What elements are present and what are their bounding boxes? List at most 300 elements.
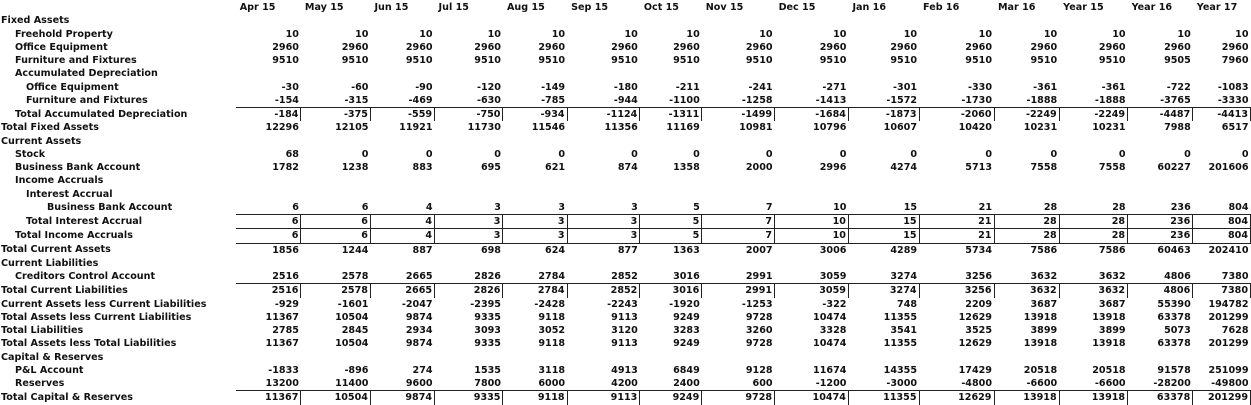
value-cell: 9874 xyxy=(405,338,433,350)
value-cell xyxy=(567,135,640,148)
value-cell: 4806 xyxy=(1128,284,1193,298)
value-cell: 10 xyxy=(833,201,847,213)
value-cell: 7 xyxy=(765,201,773,213)
value-cell: 63378 xyxy=(1157,338,1191,350)
value-cell: 10474 xyxy=(813,311,847,323)
value-cell xyxy=(301,188,371,201)
value-cell: 804 xyxy=(1228,201,1249,213)
value-cell xyxy=(1128,351,1193,364)
column-header: Dec 15 xyxy=(778,2,816,13)
value-cell: 13918 xyxy=(1092,338,1126,350)
value-cell: 6849 xyxy=(673,364,700,376)
value-cell: 12629 xyxy=(919,391,994,405)
value-cell: 0 xyxy=(631,148,638,160)
value-cell: 4806 xyxy=(1164,271,1191,282)
value-cell: 10231 xyxy=(1023,122,1058,134)
value-cell xyxy=(435,188,503,201)
value-cell: 748 xyxy=(897,298,918,310)
value-cell: 2007 xyxy=(702,243,775,257)
value-cell: 9510 xyxy=(474,55,501,66)
value-cell: 12105 xyxy=(335,122,369,134)
value-cell: 2578 xyxy=(341,271,369,282)
value-cell: 236 xyxy=(1170,201,1191,213)
value-cell xyxy=(994,351,1059,364)
value-cell: -4487 xyxy=(1128,108,1193,122)
table-row xyxy=(0,324,1251,337)
column-header: Year 17 xyxy=(1196,2,1238,13)
value-cell: 0 xyxy=(1184,148,1191,160)
value-cell: -3765 xyxy=(1160,94,1191,106)
value-cell: -49800 xyxy=(1211,378,1249,389)
table-row xyxy=(0,28,1251,41)
value-cell: 9510 xyxy=(819,55,847,66)
table-row xyxy=(0,364,1251,377)
value-cell: 3006 xyxy=(775,243,849,257)
row-label: Current Assets xyxy=(1,135,82,147)
value-cell xyxy=(848,174,919,187)
value-cell: 2991 xyxy=(745,271,773,282)
row-label: Income Accruals xyxy=(15,175,104,187)
value-cell: 2852 xyxy=(611,271,638,282)
value-cell xyxy=(301,67,371,80)
value-cell: 201299 xyxy=(1208,311,1249,323)
value-cell xyxy=(567,257,640,270)
value-cell: 0 xyxy=(1118,148,1126,160)
row-label: Reserves xyxy=(15,378,65,390)
value-cell: 28 xyxy=(1059,215,1127,229)
value-cell: 804 xyxy=(1193,229,1251,243)
value-cell: 7558 xyxy=(1098,162,1126,173)
value-cell: 2991 xyxy=(702,284,775,298)
value-cell: 10 xyxy=(686,28,700,40)
value-cell xyxy=(1059,135,1127,148)
value-cell: 9335 xyxy=(435,391,503,405)
value-cell xyxy=(848,351,919,364)
value-cell: 10 xyxy=(1043,28,1058,40)
value-cell: 7380 xyxy=(1221,271,1249,282)
value-cell: 7586 xyxy=(994,243,1059,257)
value-cell: 10 xyxy=(551,28,566,40)
table-row xyxy=(0,41,1251,54)
value-cell xyxy=(1128,257,1193,270)
row-label: Current Assets less Current Liabilities xyxy=(1,298,207,310)
value-cell: 10 xyxy=(978,28,992,40)
value-cell: -896 xyxy=(344,364,369,376)
value-cell: 6 xyxy=(361,201,369,213)
row-label: Furniture and Fixtures xyxy=(15,55,137,66)
value-cell: 2960 xyxy=(405,41,433,53)
value-cell xyxy=(640,257,702,270)
value-cell: 5 xyxy=(640,229,702,243)
value-cell: 9249 xyxy=(673,338,700,350)
value-cell: -630 xyxy=(476,94,501,106)
column-header: Jul 15 xyxy=(438,2,469,13)
value-cell xyxy=(1193,135,1251,148)
value-cell: 6 xyxy=(301,229,371,243)
value-cell: 9510 xyxy=(965,55,992,66)
value-cell: 11367 xyxy=(265,338,299,350)
value-cell xyxy=(775,14,849,27)
value-cell: 10607 xyxy=(883,122,918,134)
value-cell xyxy=(775,135,849,148)
value-cell: 600 xyxy=(752,378,773,389)
value-cell xyxy=(370,135,434,148)
value-cell xyxy=(1193,14,1251,27)
value-cell: 251099 xyxy=(1208,364,1249,376)
value-cell: -1413 xyxy=(815,94,847,106)
value-cell: 9510 xyxy=(341,55,369,66)
value-cell xyxy=(370,14,434,27)
value-cell xyxy=(236,174,301,187)
value-cell xyxy=(994,188,1059,201)
column-header: Oct 15 xyxy=(643,2,679,13)
value-cell: 2960 xyxy=(611,41,638,53)
value-cell: -361 xyxy=(1101,81,1126,93)
value-cell: 2960 xyxy=(673,41,700,53)
table-row xyxy=(0,135,1251,148)
value-cell: 2960 xyxy=(1030,41,1058,53)
value-cell: 3283 xyxy=(673,325,700,336)
value-cell: -271 xyxy=(822,81,847,93)
value-cell: 10 xyxy=(285,28,299,40)
row-label: Business Bank Account xyxy=(15,162,141,173)
row-label: Interest Accrual xyxy=(26,188,113,200)
value-cell xyxy=(236,188,301,201)
value-cell: 91578 xyxy=(1157,364,1191,376)
value-cell: 3 xyxy=(503,215,567,229)
value-cell: -2060 xyxy=(919,108,994,122)
value-cell: 1238 xyxy=(341,162,369,173)
value-cell: 15 xyxy=(848,229,919,243)
row-label: Current Liabilities xyxy=(1,257,99,269)
value-cell: 3059 xyxy=(775,284,849,298)
value-cell xyxy=(1193,67,1251,80)
value-cell: 13200 xyxy=(265,378,299,389)
value-cell: -1311 xyxy=(640,108,702,122)
value-cell: 2960 xyxy=(272,41,299,53)
table-row xyxy=(0,284,1251,298)
value-cell: 11546 xyxy=(531,122,566,134)
value-cell: -1888 xyxy=(1094,94,1126,106)
row-label: Total Capital & Reserves xyxy=(1,392,133,403)
table-row xyxy=(0,188,1251,201)
value-cell: -4413 xyxy=(1193,108,1251,122)
value-cell xyxy=(370,188,434,201)
value-cell xyxy=(640,174,702,187)
value-cell: 9510 xyxy=(538,55,566,66)
value-cell: -1200 xyxy=(815,378,847,389)
value-cell: -2249 xyxy=(1059,108,1127,122)
value-cell: 0 xyxy=(494,148,501,160)
value-cell: 6 xyxy=(236,215,301,229)
value-cell: -60 xyxy=(351,81,369,93)
value-cell xyxy=(775,174,849,187)
value-cell: -154 xyxy=(274,94,299,106)
value-cell: 10231 xyxy=(1092,122,1126,134)
value-cell xyxy=(370,351,434,364)
column-header: Nov 15 xyxy=(705,2,744,13)
value-cell: -1124 xyxy=(567,108,640,122)
value-cell: 9249 xyxy=(640,391,702,405)
value-cell: -211 xyxy=(675,81,700,93)
value-cell: 3328 xyxy=(819,325,847,336)
table-row xyxy=(0,67,1251,80)
value-cell xyxy=(848,188,919,201)
value-cell: 3 xyxy=(567,215,640,229)
value-cell: -2395 xyxy=(470,298,501,310)
value-cell: 12629 xyxy=(958,311,992,323)
value-cell xyxy=(1059,257,1127,270)
table-row xyxy=(0,14,1251,27)
value-cell: -929 xyxy=(274,298,299,310)
value-cell: -1888 xyxy=(1026,94,1058,106)
value-cell: -785 xyxy=(541,94,566,106)
value-cell: 5734 xyxy=(919,243,994,257)
value-cell: -559 xyxy=(370,108,434,122)
value-cell xyxy=(1128,135,1193,148)
value-cell: 2960 xyxy=(474,41,501,53)
value-cell: -315 xyxy=(344,94,369,106)
value-cell: -301 xyxy=(893,81,918,93)
value-cell: 28 xyxy=(994,229,1059,243)
column-header: May 15 xyxy=(304,2,344,13)
value-cell: -1258 xyxy=(741,94,773,106)
value-cell xyxy=(994,67,1059,80)
balance-sheet-table xyxy=(0,1,1251,405)
value-cell: 11355 xyxy=(848,391,919,405)
value-cell: 7 xyxy=(702,215,775,229)
value-cell: 2000 xyxy=(745,162,773,173)
value-cell: 1782 xyxy=(272,162,299,173)
value-cell: 2960 xyxy=(1164,41,1191,53)
row-label: Furniture and Fixtures xyxy=(26,95,148,106)
value-cell xyxy=(301,257,371,270)
value-cell xyxy=(775,257,849,270)
value-cell xyxy=(503,174,567,187)
value-cell: 11400 xyxy=(335,378,369,389)
value-cell: 201299 xyxy=(1193,391,1251,405)
value-cell: 2852 xyxy=(567,284,640,298)
value-cell: -934 xyxy=(503,108,567,122)
value-cell xyxy=(301,135,371,148)
value-cell: 11674 xyxy=(813,364,847,376)
value-cell xyxy=(435,257,503,270)
value-cell: 9510 xyxy=(673,55,700,66)
row-label: Business Bank Account xyxy=(47,202,173,213)
value-cell: 9510 xyxy=(1030,55,1058,66)
value-cell: 1535 xyxy=(474,364,501,376)
value-cell: 201299 xyxy=(1208,338,1249,350)
value-cell: 14355 xyxy=(883,364,918,376)
value-cell: 9510 xyxy=(611,55,638,66)
value-cell: -330 xyxy=(967,81,992,93)
value-cell: 1856 xyxy=(236,243,301,257)
value-cell: 5073 xyxy=(1164,325,1191,336)
value-cell: 6 xyxy=(292,201,299,213)
value-cell xyxy=(503,351,567,364)
row-label: Total Accumulated Depreciation xyxy=(15,108,188,120)
value-cell: 274 xyxy=(412,364,433,376)
table-row xyxy=(0,391,1251,405)
table-row xyxy=(0,148,1251,161)
value-cell xyxy=(640,67,702,80)
value-cell: -322 xyxy=(822,298,847,310)
value-cell: 874 xyxy=(617,162,638,173)
row-label: Freehold Property xyxy=(15,28,113,40)
row-label: Total Current Liabilities xyxy=(1,285,128,296)
value-cell: 3 xyxy=(435,215,503,229)
table-row xyxy=(0,243,1251,257)
value-cell: 11921 xyxy=(399,122,433,134)
column-header: Sep 15 xyxy=(571,2,609,13)
value-cell: -149 xyxy=(541,81,566,93)
value-cell: 3274 xyxy=(890,271,918,282)
value-cell: 0 xyxy=(1241,148,1249,160)
value-cell: 4 xyxy=(425,201,433,213)
table-row xyxy=(0,257,1251,270)
value-cell xyxy=(301,14,371,27)
value-cell: 0 xyxy=(1050,148,1058,160)
value-cell: 6000 xyxy=(538,378,566,389)
value-cell: 3118 xyxy=(538,364,566,376)
value-cell: -469 xyxy=(408,94,433,106)
value-cell: 236 xyxy=(1128,229,1193,243)
table-row xyxy=(0,377,1251,391)
value-cell: 7 xyxy=(702,229,775,243)
value-cell: 10981 xyxy=(739,122,773,134)
value-cell: 202410 xyxy=(1193,243,1251,257)
value-cell: 887 xyxy=(370,243,434,257)
value-cell: 10420 xyxy=(958,122,992,134)
value-cell: 2960 xyxy=(965,41,992,53)
value-cell: 13918 xyxy=(994,391,1059,405)
value-cell xyxy=(775,67,849,80)
value-cell: 4274 xyxy=(890,162,918,173)
value-cell: -6600 xyxy=(1094,378,1126,389)
value-cell: 3525 xyxy=(965,325,992,336)
value-cell: 3052 xyxy=(538,325,566,336)
table-row xyxy=(0,94,1251,108)
value-cell: 11355 xyxy=(883,338,918,350)
value-cell: 624 xyxy=(503,243,567,257)
value-cell: 0 xyxy=(425,148,433,160)
value-cell: 2960 xyxy=(890,41,918,53)
value-cell: -180 xyxy=(613,81,638,93)
value-cell: 21 xyxy=(978,201,992,213)
column-header: Jan 16 xyxy=(852,2,887,13)
value-cell: 3899 xyxy=(1098,325,1126,336)
value-cell: 3 xyxy=(494,201,501,213)
value-cell: 10 xyxy=(833,28,847,40)
value-cell: 11367 xyxy=(265,311,299,323)
row-label: Total Interest Accrual xyxy=(26,216,143,227)
value-cell xyxy=(640,351,702,364)
value-cell xyxy=(702,67,775,80)
value-cell xyxy=(503,14,567,27)
value-cell: 201606 xyxy=(1208,162,1249,173)
value-cell: 10 xyxy=(1112,28,1126,40)
value-cell: 3016 xyxy=(673,271,700,282)
value-cell: 9728 xyxy=(702,391,775,405)
value-cell: 10 xyxy=(775,215,849,229)
value-cell: 9728 xyxy=(745,338,773,350)
row-label: Total Current Assets xyxy=(1,244,111,256)
value-cell: 9874 xyxy=(405,311,433,323)
value-cell xyxy=(435,67,503,80)
table-row xyxy=(0,270,1251,284)
value-cell: 0 xyxy=(693,148,700,160)
column-header: Apr 15 xyxy=(239,2,276,13)
value-cell: 3 xyxy=(558,201,566,213)
value-cell: 7586 xyxy=(1059,243,1127,257)
value-cell: -1572 xyxy=(886,94,918,106)
table-row xyxy=(0,81,1251,94)
value-cell xyxy=(503,257,567,270)
value-cell xyxy=(503,135,567,148)
table-row xyxy=(0,215,1251,229)
value-cell: 2665 xyxy=(405,271,433,282)
value-cell: 11169 xyxy=(666,122,700,134)
value-cell xyxy=(567,67,640,80)
value-cell: -375 xyxy=(301,108,371,122)
value-cell: 10796 xyxy=(813,122,847,134)
value-cell: 3541 xyxy=(890,325,918,336)
table-row xyxy=(0,54,1251,67)
value-cell xyxy=(1059,14,1127,27)
table-body xyxy=(0,14,1251,404)
value-cell: -1873 xyxy=(848,108,919,122)
value-cell: 11355 xyxy=(883,311,918,323)
value-cell xyxy=(919,351,994,364)
value-cell: -2249 xyxy=(994,108,1059,122)
value-cell: 21 xyxy=(919,229,994,243)
value-cell: 5 xyxy=(640,215,702,229)
value-cell: 698 xyxy=(435,243,503,257)
table-row xyxy=(0,229,1251,243)
value-cell: 883 xyxy=(412,162,433,173)
value-cell: 2665 xyxy=(370,284,434,298)
value-cell: -1684 xyxy=(775,108,849,122)
value-cell: 10 xyxy=(624,28,638,40)
value-cell: 0 xyxy=(765,148,773,160)
value-cell xyxy=(994,257,1059,270)
value-cell: 10474 xyxy=(775,391,849,405)
row-label: P&L Account xyxy=(15,364,84,376)
value-cell: -1601 xyxy=(337,298,369,310)
value-cell: -1920 xyxy=(669,298,700,310)
table-row xyxy=(0,121,1251,134)
value-cell: 2785 xyxy=(272,325,299,336)
value-cell xyxy=(370,174,434,187)
value-cell: 621 xyxy=(545,162,566,173)
value-cell: 60463 xyxy=(1128,243,1193,257)
value-cell: 7380 xyxy=(1193,284,1251,298)
value-cell: 0 xyxy=(910,148,918,160)
value-cell xyxy=(1128,67,1193,80)
value-cell: 11356 xyxy=(604,122,638,134)
value-cell xyxy=(435,14,503,27)
value-cell: 7960 xyxy=(1221,55,1249,66)
row-label: Accumulated Depreciation xyxy=(15,68,158,80)
value-cell: 6517 xyxy=(1221,122,1249,134)
value-cell xyxy=(567,351,640,364)
value-cell xyxy=(301,351,371,364)
value-cell: 2826 xyxy=(435,284,503,298)
value-cell: -944 xyxy=(613,94,638,106)
value-cell: 2784 xyxy=(538,271,566,282)
row-label: Office Equipment xyxy=(26,81,119,93)
value-cell: 3899 xyxy=(1030,325,1058,336)
